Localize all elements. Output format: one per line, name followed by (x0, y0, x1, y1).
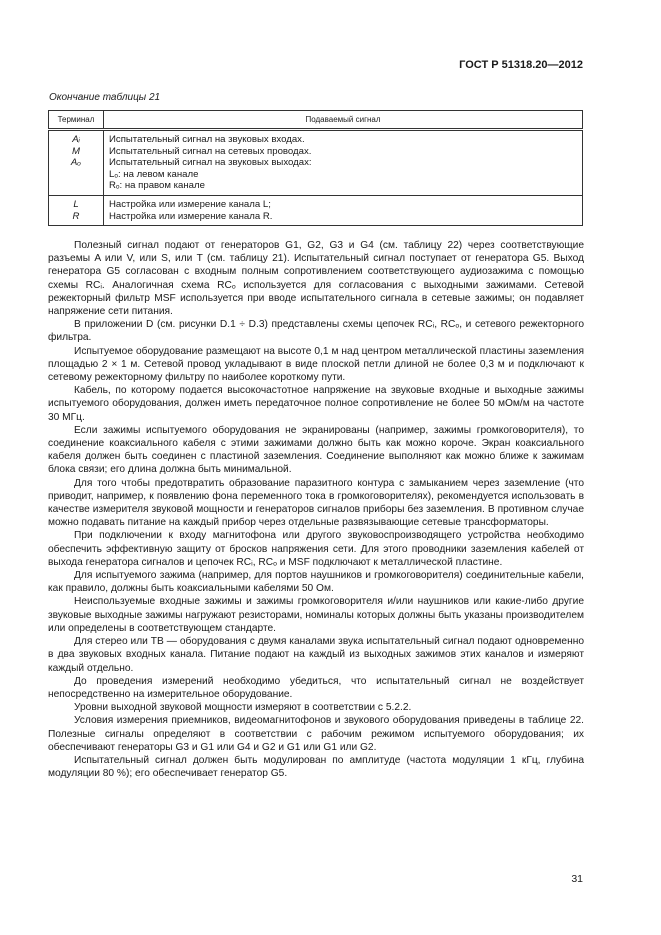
paragraph: Для испытуемого зажима (например, для портов наушников и громкоговорителя) соединительные кабели, как правило, должны быть коаксиальными кабелями 50 Ом. (48, 570, 584, 595)
document-id: ГОСТ Р 51318.20—2012 (459, 59, 583, 71)
terminal-label: R (72, 210, 80, 222)
signal-line: Настройка или измерение канала L; (109, 198, 271, 210)
body-text (48, 239, 584, 780)
table-21 (48, 110, 583, 226)
paragraph: Условия измерения приемников, видеомагнитофонов и звукового оборудования приведены в таблице 22. Полезные сигналы определяют в соответствии с рабочим режимом испытуемого оборудования; их обеспечивают генераторы G3 и G1 или G4 и G2 и G1 или G1 или G2. (48, 715, 584, 753)
signal-cell (104, 130, 583, 196)
table-caption: Окончание таблицы 21 (49, 92, 161, 103)
terminal-label: M (72, 145, 80, 157)
terminal-cell (49, 130, 104, 196)
signal-line: Испытательный сигнал на звуковых выходах: (109, 157, 312, 169)
paragraph: Для стерео или ТВ — оборудования с двумя каналами звука испытательный сигнал подают одновременно в два звуковых входных канала. Питание подают на каждый из выходных зажимов этих каналов и измеряют каждый отдельно. (48, 636, 584, 674)
signal-line: Lₒ: на левом канале (109, 168, 199, 180)
signal-line: Настройка или измерение канала R. (109, 210, 273, 222)
signal-line: Испытательный сигнал на звуковых входах. (109, 134, 305, 145)
table-row (49, 195, 583, 225)
column-header-signal: Подаваемый сигнал (104, 111, 583, 130)
column-header-terminal: Терминал (49, 111, 104, 130)
terminal-cell (49, 195, 104, 225)
paragraph: Уровни выходной звуковой мощности измеряют в соответствии с 5.2.2. (74, 702, 412, 714)
table-row (49, 130, 583, 196)
terminal-label: L (73, 198, 79, 210)
paragraph: Испытуемое оборудование размещают на высоте 0,1 м над центром металлической пластины заземления площадью 2 × 1 м. Сетевой провод укладывают в виде плоской петли длиной не более 0,3 м и подключают к сетевому режекторному фильтру по наиболее короткому пути. (48, 345, 584, 384)
signal-cell (104, 195, 583, 225)
paragraph: В приложении D (см. рисунки D.1 ÷ D.3) представлены схемы цепочек RCᵢ, RCₒ, и сетевого режекторного фильтра. (48, 319, 584, 344)
signal-line: Испытательный сигнал на сетевых проводах. (109, 145, 312, 157)
paragraph: Если зажимы испытуемого оборудования не экранированы (например, зажимы громкоговорителя), то соединение коаксиального кабеля с этими зажимами должно быть как можно короче. Экран коаксиального кабеля должен быть соединен с пластиной заземления. Соединение выполняют как можно ближе к зажимам блока связи; его длина должна быть минимальной. (48, 424, 584, 476)
page-number: 31 (571, 873, 583, 885)
paragraph: При подключении к входу магнитофона или другого звуковоспроизводящего устройства необходимо обеспечить эффективную защиту от бросков напряжения сети. Для этого проводники заземления кабелей от выхода генератора сигналов и цепочек RCᵢ, RCₒ и MSF подключают к металлической пластине. (48, 530, 584, 568)
paragraph: Неиспользуемые входные зажимы и зажимы громкоговорителя и/или наушников или какие-либо другие звуковые выходные зажимы нагружают резисторами, номиналы которых должны быть указаны производителем или определены в соответствующем стандарте. (48, 596, 584, 634)
terminal-label: Aᵢ (72, 134, 80, 145)
paragraph: Полезный сигнал подают от генераторов G1, G2, G3 и G4 (см. таблицу 22) через соответствующие разъемы A или V, или S, или T (см. таблицу 21). Испытательный сигнал поступает от генератора G5. Выход генератора G5 согласован с входным полным сопротивлением соответствующего аудиозажима с помощью схемы RCᵢ. Аналогичная схема RCₒ используется для согласования с выходными зажимами. Сетевой режекторный фильтр MSF используется при вводе испытательного сигнала в сетевые зажимы; он подавляет напряжение сети питания. (48, 240, 584, 318)
paragraph: До проведения измерений необходимо убедиться, что испытательный сигнал не воздействует непосредственно на измерительное оборудование. (48, 675, 584, 700)
terminal-label: Aₒ (70, 157, 82, 169)
paragraph: Испытательный сигнал должен быть модулирован по амплитуде (частота модуляции 1 кГц, глубина модуляции 80 %); его обеспечивает генератор G5. (48, 754, 584, 780)
paragraph: Кабель, по которому подается высокочастотное напряжение на звуковые входные и выходные зажимы испытуемого оборудования, должен иметь передаточное полное сопротивление не более 50 мОм/м на частоте 30 МГц. (48, 385, 584, 423)
paragraph: Для того чтобы предотвратить образование паразитного контура с замыканием через заземление (что приводит, например, к появлению фона переменного тока в громкоговорителях), рекомендуется использовать в качестве измерителя звуковой мощности и генераторов сигналов приборы без заземления. В противном случае можно подавать питание на каждый прибор через отдельные развязывающие сетевые трансформаторы. (48, 477, 584, 529)
signal-line: Rₒ: на правом канале (109, 180, 205, 192)
